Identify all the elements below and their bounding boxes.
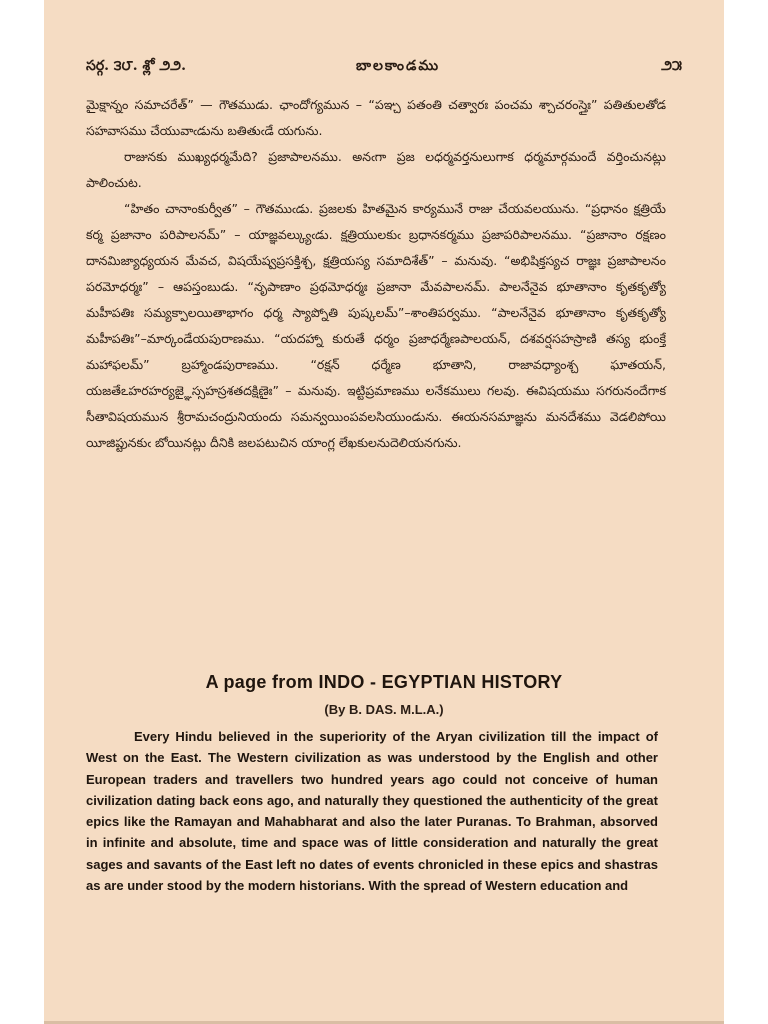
telugu-paragraph: మైక్షాన్నం సమాచరేత్” — గౌతముడు. ఛాందోగ్యమున – “పఞ్చ పతంతి చత్వారః పంచమ శ్చాచరంస్తైః” పతితులతోడ సహవాసము చేయువాఁడును బతితుఁడే యగును. [86,97,666,138]
telugu-paragraph: “హితం చానాంకుర్వీత” – గౌతముఁడు. ప్రజలకు హితమైన కార్యమునే రాజు చేయవలయును. “ప్రధానం క్షత్రియే కర్మ ప్రజానాం పరిపాలనమ్” – యాజ్ఞవల్క్యుఁడు. క్షత్రియులకుఁ బ్రధానకర్మము ప్రజాపరిపాలనము. “ప్రజానాం రక్షణం దానమిజ్యాధ్యయన మేవచ, విషయేష్వప్రసక్తిశ్చ, క్షత్రియస్య సమాదిశేత్” – మనువు. “అభిషిక్తస్యచ రాజ్ఞః ప్రజాపాలనం పరమోధర్మః” – ఆపస్తంబుడు. “నృపాణాం ప్రథమోధర్మః ప్రజానా మేవపాలనమ్. పాలనేనైవ భూతానాం కృతకృత్యో మహీపతిః సమ్యక్పాలయితాభాగం ధర్మ స్యాప్నోతి పుష్కలమ్”–శాంతిపర్వము. “పాలనేనైవ భూతానాం కృతకృత్యో మహీపతిః”–మార్కండేయపురాణము. “యదహ్నా కురుతే ధర్మం ప్రజాధర్మేణపాలయన్, దశవర్షసహస్రాణి తస్య భుంక్తే మహాఫలమ్” బ్రహ్మాండపురాణము. “రక్షన్ ధర్మేణ భూతాని, రాజావధ్యాంశ్చ ఘాతయన్, యజతేఽహరహర్యజ్ఞైస్సహస్రశతదక్షిణైః” – మనువు. ఇట్టిప్రమాణము లనేకములు గలవు. ఈవిషయము సగరునందేగాక సీతావిషయమున శ్రీరామచంద్రునియందు సమన్వయింపవలసియుండును. ఈయనసమాజ్ఞను మనదేశము వెడలిపోయి యీజిప్టునకుఁ బోయినట్లు దీనికి జలపటుచిన యాంగ్ల లేఖకులనుదెలియనగును. [86,201,666,450]
article-body [86,726,658,896]
verse-reference: సర్గ. ౩౮. శ్లో ౨౨. [86,58,186,74]
article-title: A page from INDO - EGYPTIAN HISTORY [205,672,563,692]
telugu-paragraph: రాజునకు ముఖ్యధర్మమేది? ప్రజాపాలనము. అనఁగా ప్రజ లధర్మవర్తనులుగాక ధర్మమార్గమందే వర్తించునట్లు పాలించుట. [86,149,666,190]
book-page [44,0,724,1024]
telugu-commentary [86,92,666,456]
page-number: ౨౫ [661,58,682,74]
running-header [86,58,682,82]
section-title: బాలకాండము [356,58,441,74]
article-byline: (By B. DAS. M.L.A.) [324,702,444,717]
article-paragraph: Every Hindu believed in the superiority of the Aryan civilization till the impact of West on the East. The Western civilization as was understood by the English and other European traders and travellers two hundred years ago could not conceive of human civilization dating back eons ago, and naturally they questioned the authenticity of the great epics like the Ramayan and Mahabharat and also the later Puranas. To Brahman, absorved in infinite and absolute, time and space was of little consideration and naturally the great sages and savants of the East left no dates of events chronicled in these epics and shastras as are under stood by the modern historians. With the spread of Western education and [86,729,658,894]
